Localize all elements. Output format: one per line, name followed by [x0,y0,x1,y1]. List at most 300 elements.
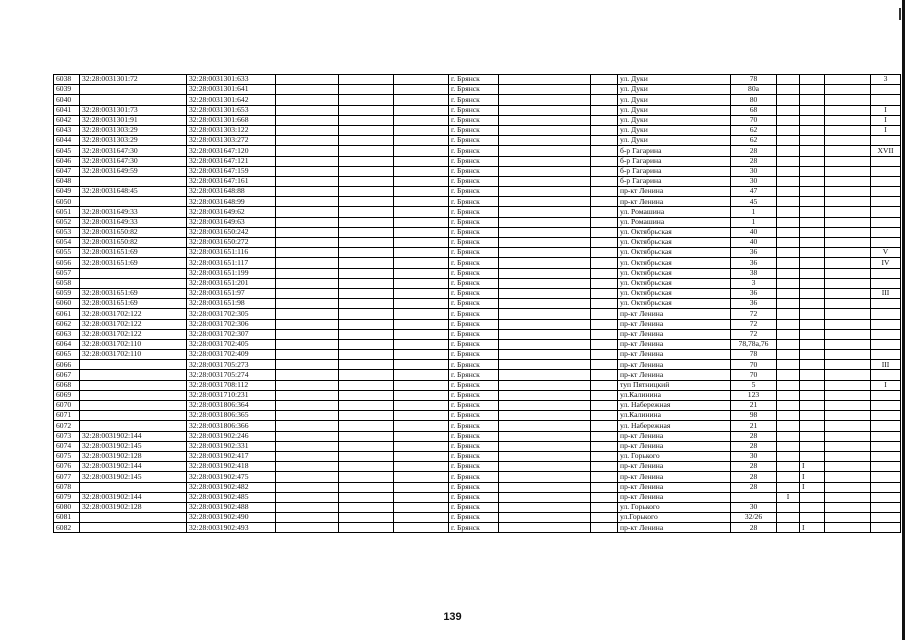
blank-cell [276,502,339,512]
flag-mark [800,136,825,146]
blank-cell [499,227,591,237]
extra-mark [777,309,800,319]
blank-cell [499,380,591,390]
blank-cell [591,472,618,482]
blank-cell [276,329,339,339]
cadastral-parcel: 32:28:0031301:72 [80,75,187,85]
blank-cell [276,95,339,105]
city: г. Брянск [449,431,499,441]
street: пр-кт Ленина [618,462,731,472]
blank-cell [276,309,339,319]
extra-mark [777,278,800,288]
blank-cell [499,482,591,492]
blank-cell [276,207,339,217]
row-number: 6049 [54,187,80,197]
street: ул. Дуки [618,105,731,115]
house-number: 30 [731,166,777,176]
street: пр-кт Ленина [618,339,731,349]
cadastral-object: 32:28:0031651:116 [187,248,276,258]
extra-mark [777,482,800,492]
table-row [54,75,901,85]
blank-cell [825,299,871,309]
row-number: 6054 [54,238,80,248]
cadastral-parcel: 32:28:0031651:69 [80,248,187,258]
roman-numeral [871,523,901,533]
cadastral-parcel [80,197,187,207]
roman-numeral [871,278,901,288]
table-row [54,390,901,400]
blank-cell [499,309,591,319]
house-number: 47 [731,187,777,197]
roman-numeral [871,472,901,482]
row-number: 6038 [54,75,80,85]
blank-cell [339,125,394,135]
cadastral-object: 32:28:0031649:62 [187,207,276,217]
flag-mark [800,329,825,339]
cadastral-parcel [80,411,187,421]
row-number: 6067 [54,370,80,380]
blank-cell [276,523,339,533]
blank-cell [339,278,394,288]
cadastral-parcel [80,360,187,370]
blank-cell [825,329,871,339]
blank-cell [339,258,394,268]
blank-cell [499,513,591,523]
house-number: 78 [731,350,777,360]
row-number: 6056 [54,258,80,268]
blank-cell [339,523,394,533]
blank-cell [825,85,871,95]
cadastral-object: 32:28:0031651:98 [187,299,276,309]
row-number: 6081 [54,513,80,523]
blank-cell [339,146,394,156]
blank-cell [339,85,394,95]
blank-cell [394,156,449,166]
blank-cell [499,248,591,258]
blank-cell [394,492,449,502]
house-number: 123 [731,390,777,400]
blank-cell [276,462,339,472]
house-number: 98 [731,411,777,421]
cadastral-object: 32:28:0031301:668 [187,115,276,125]
roman-numeral: I [871,105,901,115]
blank-cell [825,441,871,451]
extra-mark [777,125,800,135]
table-row [54,329,901,339]
blank-cell [825,451,871,461]
blank-cell [825,227,871,237]
blank-cell [394,258,449,268]
cadastral-object: 32:28:0031902:485 [187,492,276,502]
flag-mark: I [800,462,825,472]
street: ул. Октябрьская [618,258,731,268]
cadastral-parcel: 32:28:0031649:59 [80,166,187,176]
extra-mark [777,176,800,186]
row-number: 6071 [54,411,80,421]
blank-cell [825,482,871,492]
blank-cell [499,492,591,502]
cadastral-object: 32:28:0031650:242 [187,227,276,237]
blank-cell [276,350,339,360]
cadastral-object: 32:28:0031651:117 [187,258,276,268]
flag-mark [800,146,825,156]
blank-cell [276,390,339,400]
blank-cell [339,411,394,421]
city: г. Брянск [449,95,499,105]
roman-numeral [871,339,901,349]
extra-mark [777,217,800,227]
row-number: 6048 [54,176,80,186]
blank-cell [591,390,618,400]
cadastral-parcel [80,513,187,523]
blank-cell [339,288,394,298]
house-number: 28 [731,482,777,492]
roman-numeral [871,176,901,186]
blank-cell [394,390,449,400]
extra-mark [777,411,800,421]
blank-cell [339,431,394,441]
table-row [54,95,901,105]
house-number: 3 [731,278,777,288]
extra-mark [777,248,800,258]
table-row [54,166,901,176]
table-row [54,380,901,390]
cadastral-parcel [80,523,187,533]
blank-cell [591,248,618,258]
blank-cell [591,319,618,329]
cadastral-parcel: 32:28:0031647:30 [80,146,187,156]
row-number: 6042 [54,115,80,125]
flag-mark [800,360,825,370]
blank-cell [591,258,618,268]
row-number: 6072 [54,421,80,431]
blank-cell [339,309,394,319]
table-row [54,136,901,146]
flag-mark [800,513,825,523]
roman-numeral [871,187,901,197]
extra-mark [777,258,800,268]
blank-cell [339,248,394,258]
street: пр-кт Ленина [618,319,731,329]
flag-mark [800,390,825,400]
house-number: 1 [731,217,777,227]
blank-cell [276,360,339,370]
flag-mark [800,299,825,309]
table-row [54,85,901,95]
blank-cell [499,115,591,125]
cadastral-object: 32:28:0031301:642 [187,95,276,105]
blank-cell [339,217,394,227]
row-number: 6064 [54,339,80,349]
house-number: 21 [731,421,777,431]
row-number: 6080 [54,502,80,512]
table-row [54,360,901,370]
blank-cell [825,176,871,186]
row-number: 6058 [54,278,80,288]
house-number: 5 [731,380,777,390]
blank-cell [499,176,591,186]
table-row [54,288,901,298]
cadastral-parcel: 32:28:0031650:82 [80,227,187,237]
blank-cell [394,411,449,421]
roman-numeral [871,421,901,431]
city: г. Брянск [449,411,499,421]
house-number: 72 [731,319,777,329]
blank-cell [276,146,339,156]
cadastral-parcel: 32:28:0031902:145 [80,472,187,482]
blank-cell [591,380,618,390]
roman-numeral [871,329,901,339]
extra-mark [777,85,800,95]
cadastral-parcel [80,421,187,431]
cadastral-parcel: 32:28:0031651:69 [80,258,187,268]
city: г. Брянск [449,187,499,197]
cadastral-object: 32:28:0031806:366 [187,421,276,431]
row-number: 6041 [54,105,80,115]
cadastral-parcel: 32:28:0031650:82 [80,238,187,248]
house-number: 28 [731,523,777,533]
blank-cell [394,421,449,431]
street: ул. Октябрьская [618,227,731,237]
cadastral-parcel: 32:28:0031902:145 [80,441,187,451]
registry-table-body [54,75,901,533]
blank-cell [394,299,449,309]
city: г. Брянск [449,278,499,288]
blank-cell [276,197,339,207]
blank-cell [825,370,871,380]
roman-numeral [871,502,901,512]
row-number: 6060 [54,299,80,309]
blank-cell [825,523,871,533]
roman-numeral [871,390,901,400]
blank-cell [499,187,591,197]
blank-cell [825,146,871,156]
flag-mark [800,85,825,95]
cadastral-parcel: 32:28:0031648:45 [80,187,187,197]
blank-cell [394,523,449,533]
street: пр-кт Ленина [618,441,731,451]
house-number: 40 [731,227,777,237]
city: г. Брянск [449,492,499,502]
cadastral-parcel [80,268,187,278]
cadastral-parcel [80,482,187,492]
blank-cell [499,350,591,360]
cadastral-object: 32:28:0031650:272 [187,238,276,248]
blank-cell [339,75,394,85]
row-number: 6070 [54,401,80,411]
table-row [54,248,901,258]
city: г. Брянск [449,350,499,360]
city: г. Брянск [449,125,499,135]
house-number: 80а [731,85,777,95]
table-row [54,197,901,207]
blank-cell [276,156,339,166]
blank-cell [276,217,339,227]
blank-cell [825,411,871,421]
row-number: 6057 [54,268,80,278]
table-row [54,115,901,125]
row-number: 6077 [54,472,80,482]
cadastral-object: 32:28:0031301:641 [187,85,276,95]
table-row [54,299,901,309]
row-number: 6050 [54,197,80,207]
blank-cell [591,278,618,288]
blank-cell [499,451,591,461]
roman-numeral [871,166,901,176]
city: г. Брянск [449,319,499,329]
cadastral-object: 32:28:0031710:231 [187,390,276,400]
blank-cell [339,380,394,390]
blank-cell [394,329,449,339]
blank-cell [591,441,618,451]
row-number: 6076 [54,462,80,472]
blank-cell [394,268,449,278]
blank-cell [394,309,449,319]
blank-cell [591,95,618,105]
street: ул. Дуки [618,136,731,146]
blank-cell [499,166,591,176]
house-number: 72 [731,329,777,339]
blank-cell [499,125,591,135]
blank-cell [394,125,449,135]
roman-numeral: I [871,115,901,125]
extra-mark [777,146,800,156]
blank-cell [591,105,618,115]
blank-cell [339,187,394,197]
table-row [54,258,901,268]
blank-cell [394,197,449,207]
table-row [54,105,901,115]
roman-numeral: 3 [871,75,901,85]
row-number: 6068 [54,380,80,390]
blank-cell [591,136,618,146]
roman-numeral [871,197,901,207]
blank-cell [339,207,394,217]
cadastral-parcel: 32:28:0031649:33 [80,217,187,227]
city: г. Брянск [449,268,499,278]
blank-cell [825,75,871,85]
blank-cell [499,197,591,207]
cadastral-parcel: 32:28:0031301:91 [80,115,187,125]
blank-cell [339,197,394,207]
blank-cell [339,390,394,400]
roman-numeral: III [871,288,901,298]
blank-cell [825,125,871,135]
street: ул. Октябрьская [618,278,731,288]
row-number: 6062 [54,319,80,329]
blank-cell [499,288,591,298]
roman-numeral [871,441,901,451]
house-number: 36 [731,288,777,298]
blank-cell [591,85,618,95]
flag-mark: I [800,482,825,492]
row-number: 6052 [54,217,80,227]
blank-cell [499,75,591,85]
roman-numeral [871,462,901,472]
table-row [54,401,901,411]
street: пр-кт Ленина [618,309,731,319]
table-row [54,238,901,248]
blank-cell [394,288,449,298]
blank-cell [499,105,591,115]
blank-cell [394,482,449,492]
blank-cell [591,502,618,512]
table-row [54,482,901,492]
house-number: 28 [731,156,777,166]
house-number: 38 [731,268,777,278]
row-number: 6069 [54,390,80,400]
blank-cell [825,492,871,502]
roman-numeral [871,431,901,441]
blank-cell [394,360,449,370]
cadastral-parcel: 32:28:0031301:73 [80,105,187,115]
cadastral-object: 32:28:0031649:63 [187,217,276,227]
extra-mark [777,105,800,115]
blank-cell [394,472,449,482]
cadastral-object: 32:28:0031902:488 [187,502,276,512]
city: г. Брянск [449,85,499,95]
extra-mark [777,238,800,248]
city: г. Брянск [449,523,499,533]
street: пр-кт Ленина [618,492,731,502]
street: ул. Ромашина [618,217,731,227]
cadastral-object: 32:28:0031651:201 [187,278,276,288]
city: г. Брянск [449,156,499,166]
blank-cell [825,207,871,217]
cadastral-parcel: 32:28:0031902:144 [80,431,187,441]
blank-cell [499,299,591,309]
cadastral-parcel: 32:28:0031902:128 [80,502,187,512]
blank-cell [276,115,339,125]
blank-cell [394,238,449,248]
city: г. Брянск [449,401,499,411]
house-number: 70 [731,360,777,370]
city: г. Брянск [449,329,499,339]
house-number: 40 [731,238,777,248]
blank-cell [276,288,339,298]
table-row [54,502,901,512]
blank-cell [591,187,618,197]
cadastral-object: 32:28:0031702:409 [187,350,276,360]
house-number: 68 [731,105,777,115]
blank-cell [499,431,591,441]
street: ул. Горького [618,451,731,461]
table-row [54,350,901,360]
row-number: 6073 [54,431,80,441]
table-row [54,472,901,482]
extra-mark [777,136,800,146]
flag-mark [800,288,825,298]
flag-mark [800,166,825,176]
roman-numeral: I [871,125,901,135]
flag-mark [800,309,825,319]
row-number: 6055 [54,248,80,258]
house-number: 70 [731,115,777,125]
blank-cell [394,502,449,512]
city: г. Брянск [449,207,499,217]
street: ул. Горького [618,502,731,512]
blank-cell [825,502,871,512]
blank-cell [591,176,618,186]
city: г. Брянск [449,472,499,482]
street: туп Пятницкий [618,380,731,390]
roman-numeral [871,227,901,237]
row-number: 6044 [54,136,80,146]
table-row [54,451,901,461]
blank-cell [825,187,871,197]
blank-cell [499,156,591,166]
house-number: 36 [731,248,777,258]
